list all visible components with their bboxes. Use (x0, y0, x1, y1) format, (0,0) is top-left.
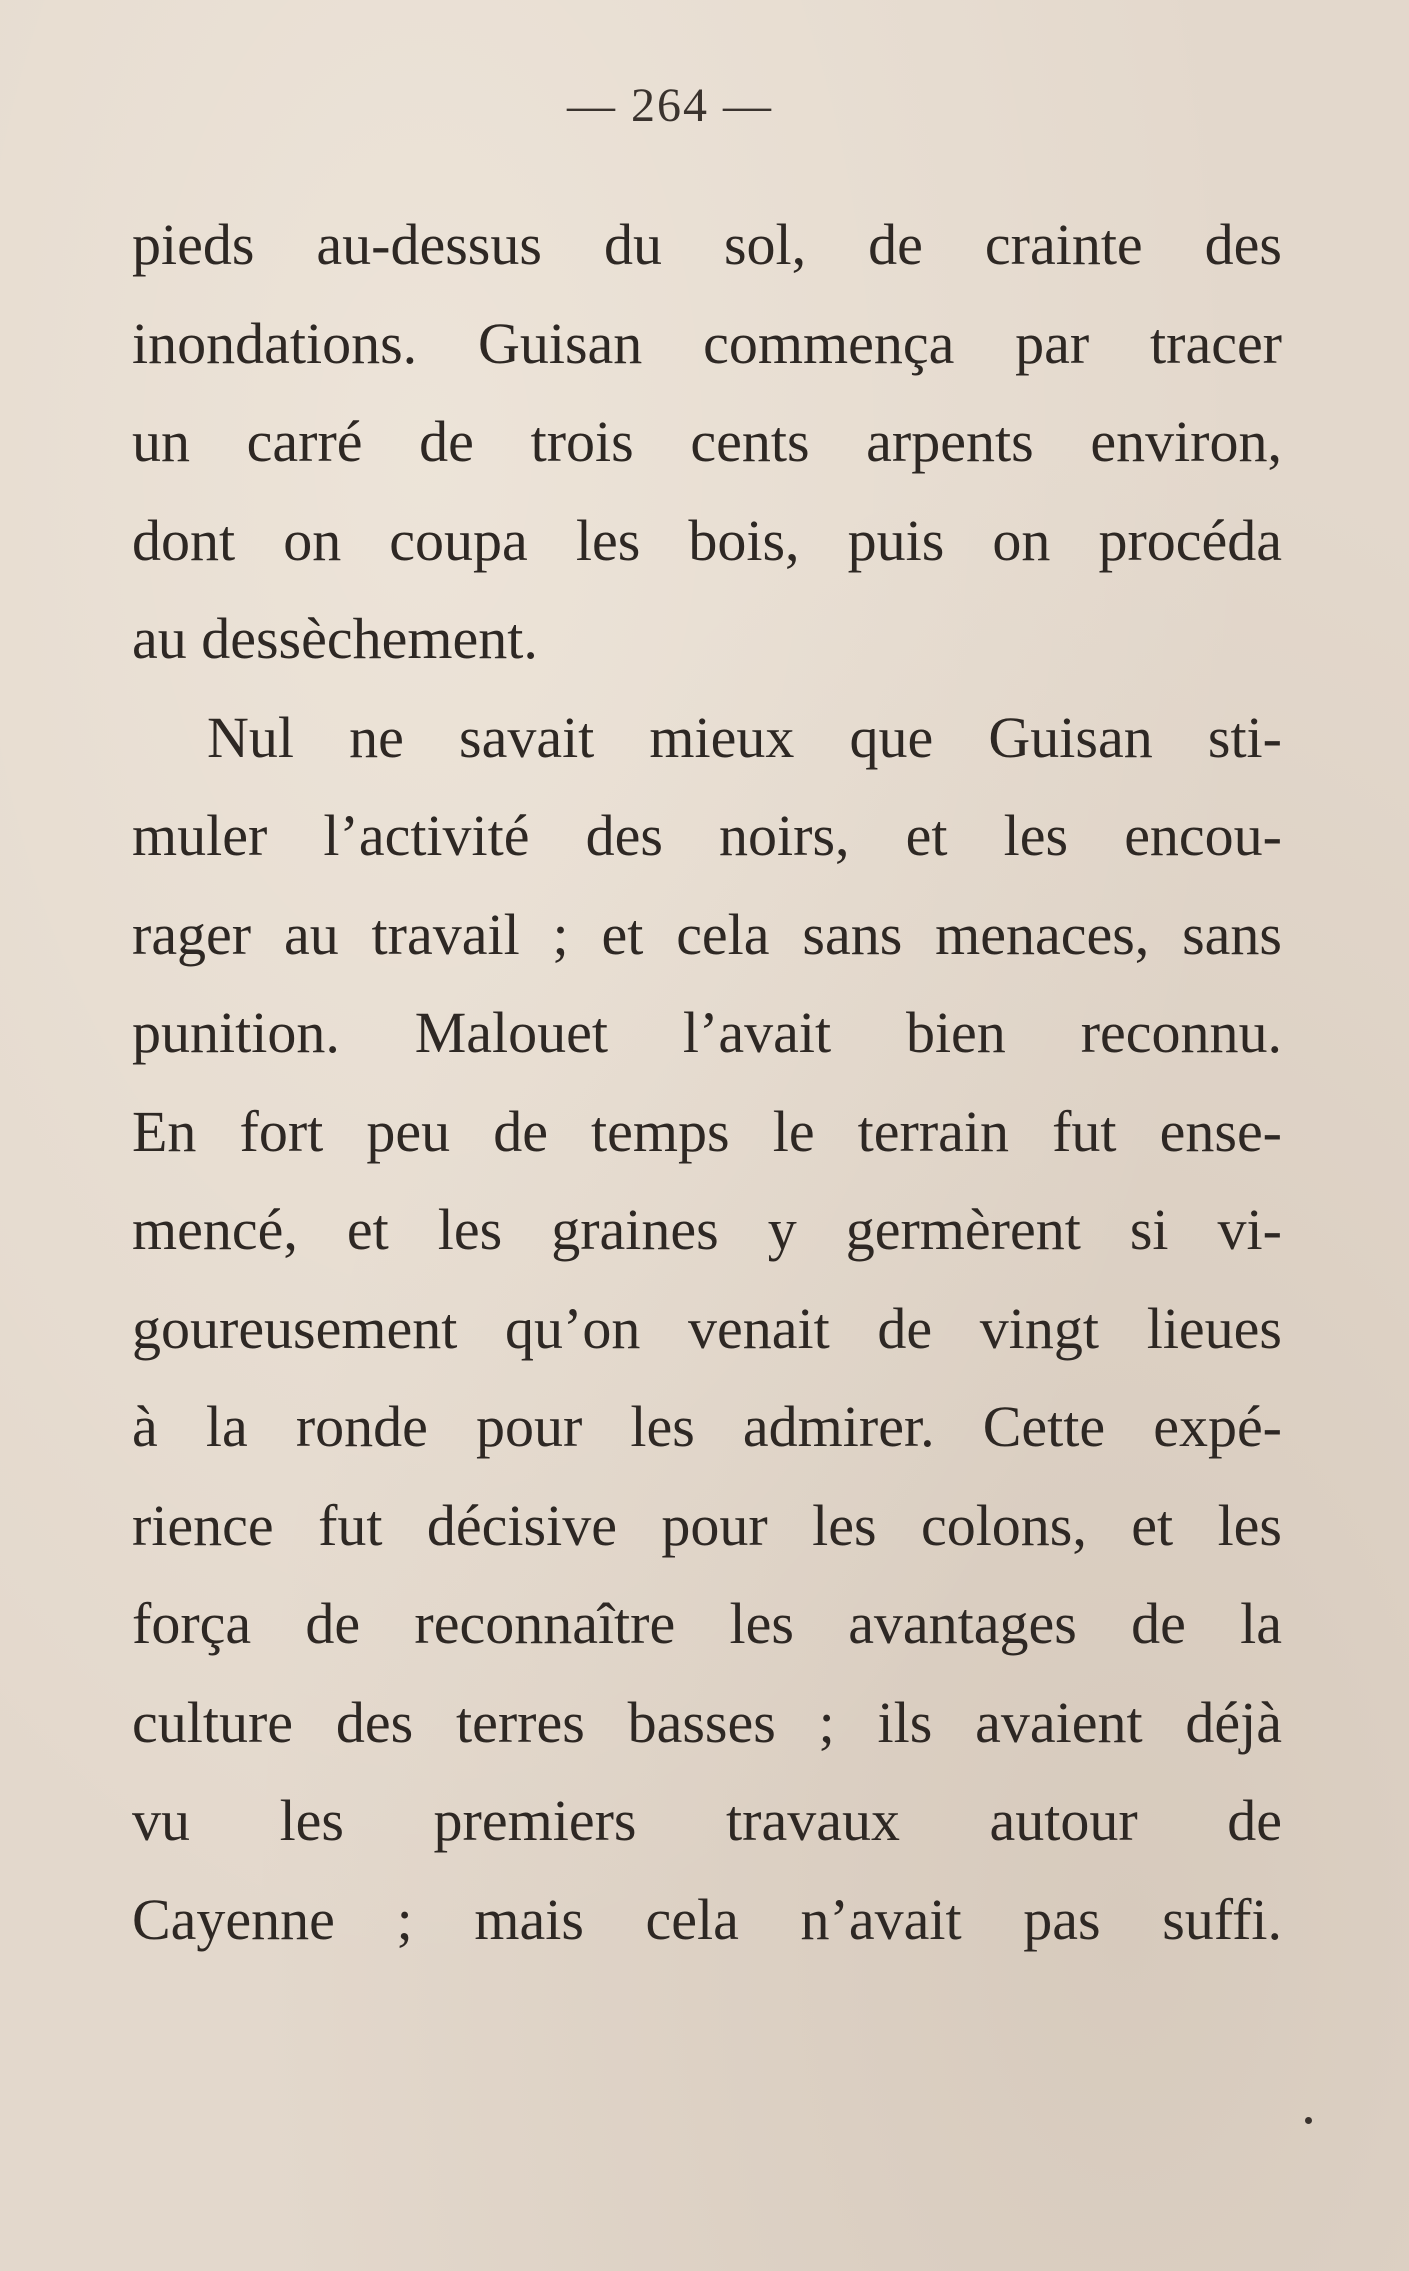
text-line: culture des terres basses ; ils avaient déjà (132, 1689, 1282, 1755)
ink-speck (1305, 2117, 1312, 2124)
page-number: — 264 — (567, 79, 773, 132)
text-line: inondations. Guisan commença par tracer (132, 310, 1282, 376)
text-line: Cayenne ; mais cela n’avait pas suffi. (132, 1886, 1282, 1952)
text-line: Nul ne savait mieux que Guisan sti- (207, 704, 1282, 770)
text-line: un carré de trois cents arpents environ, (132, 409, 1282, 474)
text-line: au dessèchement. (132, 606, 538, 671)
text-line: pieds au-dessus du sol, de crainte des (132, 212, 1282, 277)
text-line: rager au travail ; et cela sans menaces, sans (132, 901, 1282, 967)
text-line: rience fut décisive pour les colons, et les (132, 1492, 1282, 1558)
text-line: à la ronde pour les admirer. Cette expé- (132, 1394, 1282, 1459)
text-line: muler l’activité des noirs, et les encou- (132, 803, 1282, 868)
paragraph-1 (132, 196, 1282, 689)
text-line: goureusement qu’on venait de vingt lieues (132, 1295, 1282, 1361)
text-line: En fort peu de temps le terrain fut ense- (132, 1098, 1282, 1164)
body-text (132, 196, 1282, 1969)
paragraph-2 (132, 689, 1282, 1970)
text-line: punition. Malouet l’avait bien reconnu. (132, 1000, 1282, 1065)
text-line: mencé, et les graines y germèrent si vi- (132, 1197, 1282, 1262)
text-line: força de reconnaître les avantages de la (132, 1591, 1282, 1656)
text-line: vu les premiers travaux autour de (132, 1788, 1282, 1853)
text-line: dont on coupa les bois, puis on procéda (132, 507, 1282, 573)
